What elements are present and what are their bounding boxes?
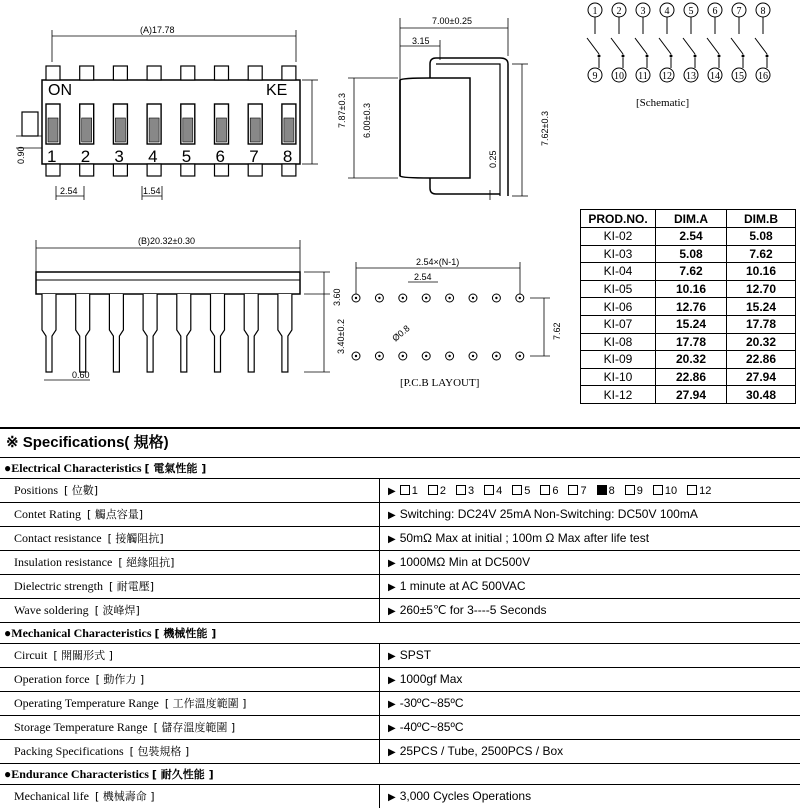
pcb-hole-label: Ø0.8 xyxy=(390,323,412,344)
checkbox-empty-icon xyxy=(540,485,550,495)
checkbox-empty-icon xyxy=(512,485,522,495)
table-header-row xyxy=(581,210,796,228)
switch-actuator xyxy=(284,118,294,142)
section-title-cn: [ 耐久性能 ] xyxy=(151,768,214,781)
product-dimension-table xyxy=(580,209,796,404)
spec-row-operating-temp: Operating Temperature Range [ 工作溫度範圍 ] ▶ -30ºC~85ºC xyxy=(0,691,800,715)
front-view xyxy=(36,240,330,380)
section-title-cn: [ 電氣性能 ] xyxy=(144,462,207,475)
lead-height-label: 3.40±0.2 xyxy=(336,319,346,354)
schematic-pin-label: 5 xyxy=(688,6,694,17)
checkbox-empty-icon xyxy=(653,485,663,495)
section-title-cn: [ 機械性能 ] xyxy=(154,627,217,640)
spec-value: -30ºC~85ºC xyxy=(399,696,464,710)
checkbox-empty-icon xyxy=(400,485,410,495)
table-row xyxy=(581,315,796,333)
prod-no-cell: KI-12 xyxy=(581,386,656,404)
switch-number: 7 xyxy=(249,147,259,166)
pcb-hole-center xyxy=(425,297,427,299)
position-label: 3 xyxy=(467,485,475,497)
prod-no-cell: KI-07 xyxy=(581,315,656,333)
position-label: 1 xyxy=(411,485,418,497)
pcb-hole-center xyxy=(448,297,450,299)
spec-title: ※ Specifications( 規格) xyxy=(0,427,800,457)
schematic-pin-label: 7 xyxy=(736,6,742,17)
spec-row-operation-force: Operation force [ 動作力 ] ▶ 1000gf Max xyxy=(0,667,800,691)
schematic-switch-blade xyxy=(683,38,695,54)
section-mechanical xyxy=(0,622,800,643)
switch-actuator xyxy=(115,118,125,142)
dim-b-cell: 15.24 xyxy=(727,298,796,316)
schematic-contact xyxy=(670,55,673,58)
specifications xyxy=(0,427,800,808)
pcb-hole-center xyxy=(472,355,474,357)
spec-key: Insulation resistance xyxy=(14,555,113,569)
spec-row-insulation: Insulation resistance [ 絕緣阻抗] ▶ 1000MΩ Min at DC500V xyxy=(0,550,800,574)
position-label: 5 xyxy=(524,485,531,497)
position-label: 9 xyxy=(636,485,643,497)
height-dim-label: 7.87±0.3 xyxy=(337,93,347,128)
spec-key: Storage Temperature Range xyxy=(14,720,148,734)
table-row xyxy=(581,245,796,263)
spec-value: -40ºC~85ºC xyxy=(399,720,464,734)
spec-key-cn: [ 包裝規格 ] xyxy=(129,745,190,758)
switch-number: 5 xyxy=(181,147,192,166)
pcb-hole-center xyxy=(448,355,450,357)
schematic-switch-blade xyxy=(611,38,623,54)
pcb-hole-center xyxy=(495,355,497,357)
prod-no-cell: KI-10 xyxy=(581,368,656,386)
spec-value: 1000MΩ Min at DC500V xyxy=(399,555,531,569)
switch-number: 1 xyxy=(47,147,57,166)
dim-b-cell: 12.70 xyxy=(727,280,796,298)
pitch-label: 2.54 xyxy=(60,186,78,196)
schematic-pin-label: 13 xyxy=(686,71,696,82)
checkbox-empty-icon xyxy=(428,485,438,495)
schematic-pin-label: 8 xyxy=(760,6,766,17)
switch-number: 4 xyxy=(148,147,158,166)
schematic-pin-label: 15 xyxy=(734,71,744,82)
pcb-hole-center xyxy=(519,297,521,299)
position-label: 12 xyxy=(699,485,712,497)
side-span-dim: 7.62±0.3 xyxy=(540,111,550,146)
pcb-row-span: 7.62 xyxy=(552,322,562,340)
spec-key: Contet Rating xyxy=(14,507,81,521)
spec-key-cn: [ 波峰焊] xyxy=(94,604,140,617)
top-pin xyxy=(147,66,161,80)
prod-no-cell: KI-06 xyxy=(581,298,656,316)
pin-one-marker xyxy=(22,112,38,136)
front-lead xyxy=(109,294,123,372)
side-lead-dim: 0.25 xyxy=(488,150,498,168)
spec-key: Operation force xyxy=(14,672,90,686)
spec-row-contact-resistance: Contact resistance [ 接觸阻抗] ▶ 50mΩ Max at initial ; 100m Ω Max after life test xyxy=(0,526,800,550)
left-dim-label: 0.90 xyxy=(16,146,26,164)
pcb-hole-center xyxy=(378,355,380,357)
switch-numbers xyxy=(47,147,292,166)
switch-actuator xyxy=(183,118,193,142)
section-title: ●Electrical Characteristics xyxy=(4,461,142,475)
on-label: ON xyxy=(48,82,72,99)
schematic-pin-label: 10 xyxy=(614,71,624,82)
table-row xyxy=(581,351,796,369)
dim-b-cell: 17.78 xyxy=(727,315,796,333)
front-lead xyxy=(76,294,90,372)
spec-key: Operating Temperature Range xyxy=(14,696,159,710)
top-pin xyxy=(46,66,60,80)
spec-key-cn: [ 工作溫度範圍 ] xyxy=(164,697,247,710)
pcb-label: [P.C.B LAYOUT] xyxy=(400,377,480,389)
spec-key-cn: [ 開關形式 ] xyxy=(53,649,113,662)
body-height-label: 3.60 xyxy=(332,288,342,306)
side-view xyxy=(348,18,528,200)
pcb-hole-center xyxy=(402,297,404,299)
dim-b-cell: 5.08 xyxy=(727,228,796,246)
spec-key-cn: [ 動作力 ] xyxy=(95,673,145,686)
section-endurance xyxy=(0,763,800,784)
switch-actuator xyxy=(149,118,159,142)
table-row xyxy=(581,228,796,246)
table-row xyxy=(581,368,796,386)
schematic-contact xyxy=(766,55,769,58)
spec-row-storage-temp: Storage Temperature Range [ 儲存溫度範圍 ] ▶ -40ºC~85ºC xyxy=(0,715,800,739)
schematic-switch-blade xyxy=(707,38,719,54)
spec-key-cn: [ 耐電壓] xyxy=(108,580,155,593)
pcb-layout xyxy=(356,262,550,356)
spec-row-wave-soldering: Wave soldering [ 波峰焊] ▶ 260±5℃ for 3----5 Seconds xyxy=(0,598,800,622)
schematic-pin-label: 12 xyxy=(662,71,672,82)
schematic-switch-blade xyxy=(659,38,671,54)
spec-key-cn: [ 接觸阻抗] xyxy=(107,532,164,545)
brand-label: KE xyxy=(266,82,288,99)
col-dim-a: DIM.A xyxy=(656,210,727,228)
dim-b-cell: 30.48 xyxy=(727,386,796,404)
table-row xyxy=(581,280,796,298)
schematic-pin-label: 6 xyxy=(712,6,718,17)
dim-b-cell: 22.86 xyxy=(727,351,796,369)
pcb-hole-center xyxy=(355,297,357,299)
schematic-pin-label: 1 xyxy=(592,6,598,17)
dim-a-cell: 7.62 xyxy=(656,263,727,281)
switch-actuator xyxy=(48,118,58,142)
schematic-pin-label: 16 xyxy=(758,71,768,82)
position-option xyxy=(512,485,530,497)
schematic-contact xyxy=(718,55,721,58)
dim-b-cell: 20.32 xyxy=(727,333,796,351)
pitch2-label: 1.54 xyxy=(143,186,161,196)
position-label: 8 xyxy=(608,485,615,497)
pcb-hole-center xyxy=(495,297,497,299)
spec-key: Wave soldering xyxy=(14,603,89,617)
switch-actuator xyxy=(217,118,227,142)
top-pin xyxy=(248,66,262,80)
checkbox-empty-icon xyxy=(625,485,635,495)
checkbox-empty-icon xyxy=(568,485,578,495)
spec-key-cn: [ 觸点容量] xyxy=(87,508,144,521)
schematic xyxy=(587,3,770,82)
spec-key-cn: [ 機械壽命 ] xyxy=(94,790,155,803)
dim-b-label: (B)20.32±0.30 xyxy=(138,236,195,246)
pcb-pitch: 2.54 xyxy=(414,272,432,282)
side-inner-dim: 3.15 xyxy=(412,36,430,46)
schematic-pin-label: 9 xyxy=(592,71,598,82)
dim-a-cell: 27.94 xyxy=(656,386,727,404)
spec-value: Switching: DC24V 25mA Non-Switching: DC50V 100mA xyxy=(399,507,698,521)
front-lead xyxy=(143,294,157,372)
checkbox-empty-icon xyxy=(687,485,697,495)
position-option xyxy=(400,485,418,497)
schematic-switch-blade xyxy=(635,38,647,54)
dim-a-cell: 2.54 xyxy=(656,228,727,246)
spec-row-circuit: Circuit [ 開關形式 ] ▶ SPST xyxy=(0,643,800,667)
top-pin xyxy=(282,66,296,80)
top-pin xyxy=(215,66,229,80)
spec-key-cn: [ 儲存溫度範圍 ] xyxy=(153,721,236,734)
spec-row-mechanical-life: Mechanical life [ 機械壽命 ] ▶ 3,000 Cycles Operations xyxy=(0,784,800,808)
section-title: ●Mechanical Characteristics xyxy=(4,626,152,640)
dim-a-cell: 22.86 xyxy=(656,368,727,386)
schematic-pin-label: 14 xyxy=(710,71,720,82)
position-option xyxy=(625,485,643,497)
dim-a-cell: 10.16 xyxy=(656,280,727,298)
spec-value: 260±5℃ for 3----5 Seconds xyxy=(399,603,547,617)
position-option xyxy=(456,485,474,497)
spec-key: Positions xyxy=(14,483,59,497)
switch-number: 6 xyxy=(215,147,225,166)
schematic-contact xyxy=(622,55,625,58)
position-option xyxy=(687,485,711,497)
dim-b-cell: 27.94 xyxy=(727,368,796,386)
dim-b-cell: 10.16 xyxy=(727,263,796,281)
table-row xyxy=(581,386,796,404)
col-dim-b: DIM.B xyxy=(727,210,796,228)
spec-value: 25PCS / Tube, 2500PCS / Box xyxy=(399,744,564,758)
section-electrical xyxy=(0,457,800,478)
dim-a-cell: 15.24 xyxy=(656,315,727,333)
top-pin xyxy=(113,66,127,80)
schematic-pin-label: 2 xyxy=(616,6,622,17)
position-label: 4 xyxy=(496,485,503,497)
lead-width-label: 0.60 xyxy=(72,370,90,380)
spec-value: 1 minute at AC 500VAC xyxy=(399,579,526,593)
checkbox-empty-icon xyxy=(456,485,466,495)
spec-value: SPST xyxy=(399,648,432,662)
front-lead xyxy=(42,294,56,372)
front-lead xyxy=(244,294,258,372)
spec-key: Circuit xyxy=(14,648,48,662)
switch-number: 2 xyxy=(80,147,91,166)
side-top-dim: 7.00±0.25 xyxy=(432,16,472,26)
pcb-hole-center xyxy=(472,297,474,299)
switch-number: 8 xyxy=(282,147,293,166)
schematic-pin-label: 3 xyxy=(640,6,646,17)
position-label: 10 xyxy=(664,485,678,497)
top-pin xyxy=(80,66,94,80)
position-option xyxy=(540,485,558,497)
prod-no-cell: KI-09 xyxy=(581,351,656,369)
pcb-hole-center xyxy=(355,355,357,357)
spec-row-dielectric: Dielectric strength [ 耐電壓] ▶ 1 minute at AC 500VAC xyxy=(0,574,800,598)
position-label: 2 xyxy=(439,485,446,497)
positions-options: ▶ 1 2 3 4 5 6 7 8 9 10 12 xyxy=(388,485,712,497)
position-label: 7 xyxy=(580,485,587,497)
schematic-switch-blade xyxy=(587,38,599,54)
position-option xyxy=(484,485,502,497)
schematic-contact xyxy=(742,55,745,58)
switch-actuator xyxy=(82,118,92,142)
side-height-dim: 6.00±0.3 xyxy=(362,103,372,138)
prod-no-cell: KI-05 xyxy=(581,280,656,298)
spec-key: Dielectric strength xyxy=(14,579,103,593)
spec-value: 50mΩ Max at initial ; 100m Ω Max after life test xyxy=(399,531,650,545)
switch-number: 3 xyxy=(114,147,124,166)
spec-value: 3,000 Cycles Operations xyxy=(399,789,532,803)
position-option xyxy=(428,485,446,497)
schematic-contact xyxy=(694,55,697,58)
front-lead xyxy=(211,294,225,372)
pcb-hole-center xyxy=(402,355,404,357)
section-title: ●Endurance Characteristics xyxy=(4,767,149,781)
position-label: 6 xyxy=(552,485,559,497)
position-option xyxy=(653,485,677,497)
spec-row-positions xyxy=(0,478,800,502)
front-lead xyxy=(278,294,292,372)
checkbox-checked-icon xyxy=(597,485,607,495)
pcb-pitch-n: 2.54×(N-1) xyxy=(416,257,460,267)
front-lead xyxy=(177,294,191,372)
prod-no-cell: KI-03 xyxy=(581,245,656,263)
pcb-hole-center xyxy=(425,355,427,357)
dim-a-cell: 20.32 xyxy=(656,351,727,369)
schematic-switch-blade xyxy=(731,38,743,54)
schematic-contact xyxy=(646,55,649,58)
position-option xyxy=(597,485,615,497)
dim-a-cell: 17.78 xyxy=(656,333,727,351)
table-row xyxy=(581,263,796,281)
spec-key: Mechanical life xyxy=(14,789,89,803)
spec-key-cn: [ 位數] xyxy=(64,484,99,497)
table-row xyxy=(581,298,796,316)
prod-no-cell: KI-02 xyxy=(581,228,656,246)
spec-row-contact-rating: Contet Rating [ 觸点容量] ▶ Switching: DC24V 25mA Non-Switching: DC50V 100mA xyxy=(0,502,800,526)
pcb-hole-center xyxy=(378,297,380,299)
schematic-contact xyxy=(598,55,601,58)
pcb-hole-center xyxy=(519,355,521,357)
spec-row-packing: Packing Specifications [ 包裝規格 ] ▶ 25PCS / Tube, 2500PCS / Box xyxy=(0,739,800,763)
position-option xyxy=(568,485,586,497)
prod-no-cell: KI-08 xyxy=(581,333,656,351)
dim-a-cell: 5.08 xyxy=(656,245,727,263)
dim-a-cell: 12.76 xyxy=(656,298,727,316)
schematic-switch-blade xyxy=(755,38,767,54)
table-row xyxy=(581,333,796,351)
prod-no-cell: KI-04 xyxy=(581,263,656,281)
switch-actuator xyxy=(250,118,260,142)
spec-key: Packing Specifications xyxy=(14,744,124,758)
pcb-holes xyxy=(352,294,524,360)
spec-key: Contact resistance xyxy=(14,531,102,545)
checkbox-empty-icon xyxy=(484,485,494,495)
schematic-pin-label: 4 xyxy=(664,6,670,17)
schematic-pin-label: 11 xyxy=(638,71,648,82)
col-prod-no: PROD.NO. xyxy=(581,210,656,228)
spec-key-cn: [ 絕緣阻抗] xyxy=(118,556,175,569)
top-view xyxy=(16,30,318,200)
dim-b-cell: 7.62 xyxy=(727,245,796,263)
dim-a-label: (A)17.78 xyxy=(140,25,175,35)
top-pin xyxy=(181,66,195,80)
schematic-label: [Schematic] xyxy=(636,97,690,109)
spec-value: 1000gf Max xyxy=(399,672,463,686)
